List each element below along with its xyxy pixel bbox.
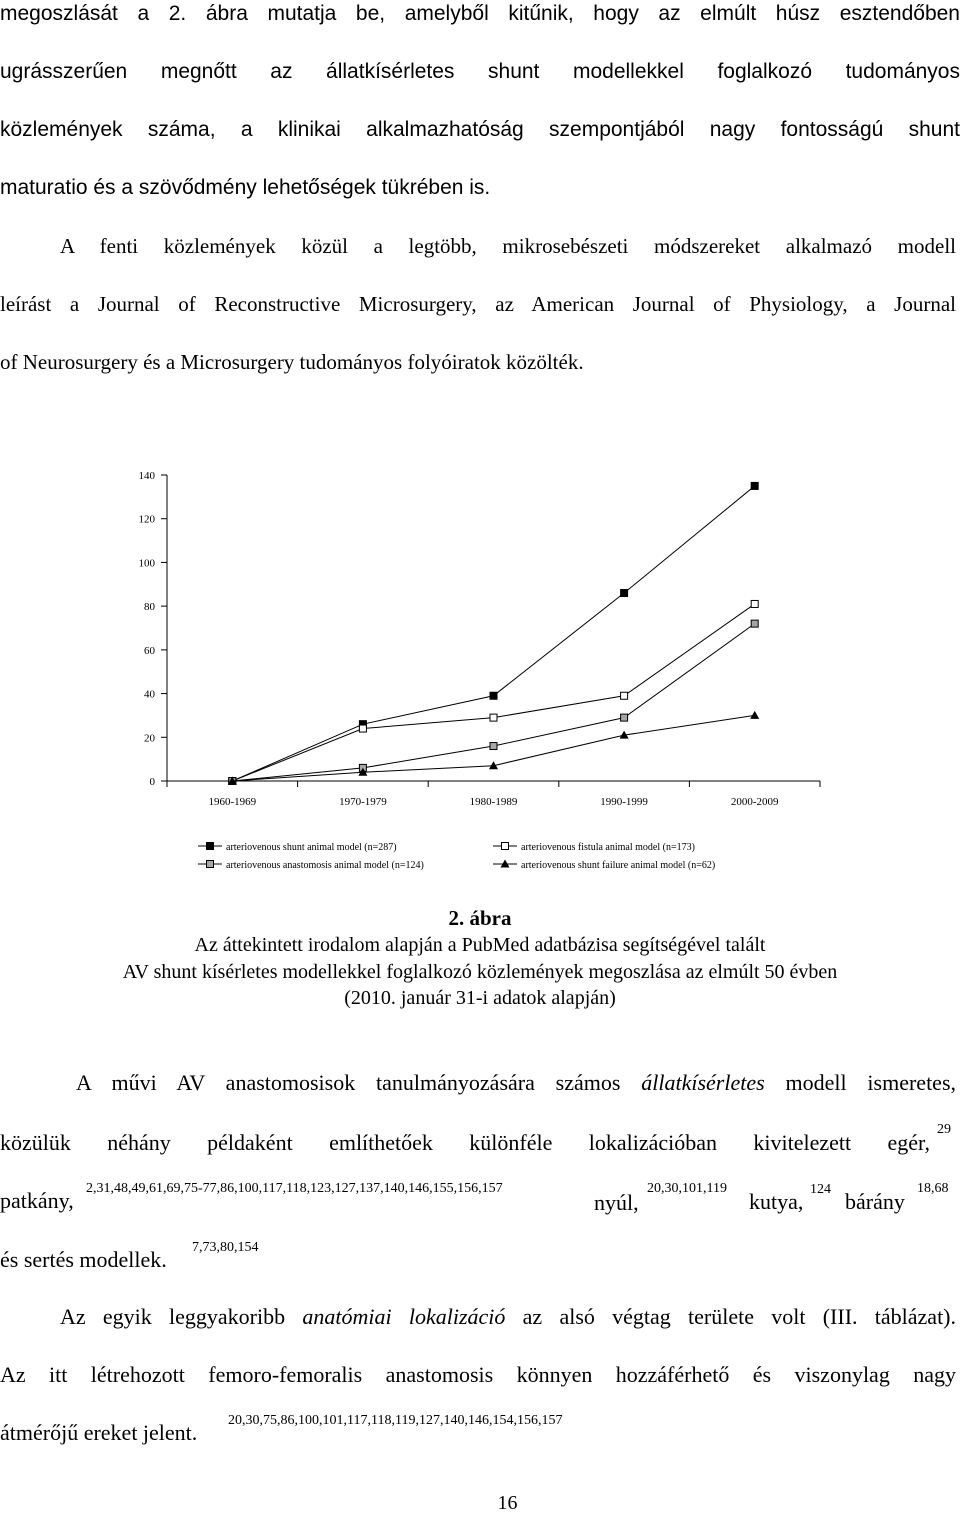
y-tick-label: 60 [144,644,155,657]
paragraph2-line1: A fenti közlemények közül a legtöbb, mikrosebészeti módszereket alkalmazó modell [60,234,956,258]
x-tick-label: 1990-1999 [600,796,648,808]
p4-line1-a: Az egyik leggyakoribb [60,1304,303,1329]
legend-label: arteriovenous fistula animal model (n=173) [521,842,695,853]
caption-line3: (2010. január 31-i adatok alapján) [344,987,616,1009]
legend-label: arteriovenous shunt animal model (n=287) [226,842,397,853]
ref-nyul: 20,30,101,119 [647,1181,727,1196]
paragraph4-line2: Az itt létrehozott femoro-femoralis anastomosis könnyen hozzáférhető és viszonylag nagy [0,1362,956,1387]
p3-line2-text: közülük néhány példaként említhetőek különféle lokalizációban kivitelezett egér, [0,1130,930,1155]
x-tick-label: 1980-1989 [469,796,518,808]
publications-line-chart [0,440,960,900]
word-patkany: patkány, [0,1188,74,1213]
page-number: 16 [497,1492,518,1514]
legend-marker [207,843,214,850]
data-point-series-3 [751,620,758,627]
x-tick-label: 2000-2009 [730,796,779,808]
data-point-series-1 [490,692,497,699]
y-tick-label: 100 [138,557,155,570]
paragraph3-line1 [76,1070,956,1096]
ref-femoro: 20,30,75,86,100,101,117,118,119,127,140,146,154,156,157 [228,1413,563,1428]
y-tick-label: 120 [138,513,155,526]
data-point-series-1 [621,590,628,597]
caption-line2: AV shunt kísérletes modellekkel foglalkozó közlemények megoszlása az elmúlt 50 évben [122,961,838,983]
paragraph2-line2: leírást a Journal of Reconstructive Microsurgery, az American Journal of Physiology, a Journal [0,292,956,316]
paragraph1-line4: maturatio és a szövődmény lehetőségek tükrében is. [0,176,491,199]
paragraph1-line1: megoszlását a 2. ábra mutatja be, amelyből kitűnik, hogy az elmúlt húsz esztendőben [0,2,960,25]
data-point-series-3 [490,743,497,750]
paragraph2-line3: of Neurosurgery és a Microsurgery tudományos folyóiratok közölték. [0,350,584,374]
ref-kutya: 124 [810,1182,831,1197]
p3-line1-a: A művi AV anastomosisok tanulmányozására számos [76,1070,642,1095]
ref-eger: 29 [937,1122,951,1137]
series-line-1 [232,486,754,781]
data-point-series-2 [359,725,366,732]
word-nyul: nyúl, [594,1190,639,1215]
data-point-series-2 [490,714,497,721]
figure-title: 2. ábra [448,906,512,930]
p4-line1-b: az alsó végtag területe volt (III. táblázat). [505,1304,957,1329]
ref-barany: 18,68 [917,1181,949,1196]
legend-marker [502,843,509,850]
data-point-series-2 [751,600,758,607]
series-line-3 [232,624,754,781]
word-barany: bárány [845,1189,905,1214]
p3-line4-text: és sertés modellek. [0,1247,167,1272]
paragraph3-line2 [0,1130,930,1156]
data-point-series-2 [621,692,628,699]
legend-label: arteriovenous shunt failure animal model (n=62) [521,860,716,871]
ref-patkany: 2,31,48,49,61,69,75-77,86,100,117,118,123,127,137,140,146,155,156,157 [86,1181,503,1196]
data-point-series-1 [751,482,758,489]
legend-marker [207,861,214,868]
paragraph4-line1 [60,1304,956,1330]
x-tick-label: 1960-1969 [208,796,257,808]
y-tick-label: 20 [144,732,155,745]
data-point-series-4 [750,711,759,719]
y-tick-label: 0 [149,776,155,788]
x-tick-label: 1970-1979 [339,796,387,808]
caption-line1: Az áttekintett irodalom alapján a PubMed adatbázisa segítségével talált [194,934,766,956]
y-tick-label: 80 [144,601,155,614]
legend-label: arteriovenous anastomosis animal model (n=124) [226,860,424,871]
word-kutya: kutya, [749,1189,804,1214]
p4-emphasis-anatomiai: anatómiai lokalizáció [302,1304,506,1329]
ref-sertes: 7,73,80,154 [192,1240,259,1255]
data-point-series-3 [621,714,628,721]
y-tick-label: 40 [144,688,155,701]
y-tick-label: 140 [138,470,155,482]
paragraph1-line3: közlemények száma, a klinikai alkalmazhatóság szempontjából nagy fontosságú shunt [0,118,960,141]
p3-line1-b: modell ismeretes, [764,1070,957,1095]
p4-line3-text: átmérőjű ereket jelent. [0,1420,198,1445]
paragraph1-line2: ugrásszerűen megnőtt az állatkísérletes shunt modellekkel foglalkozó tudományos [0,60,960,83]
p3-emphasis-allatkiserletes: állatkísérletes [641,1070,765,1095]
